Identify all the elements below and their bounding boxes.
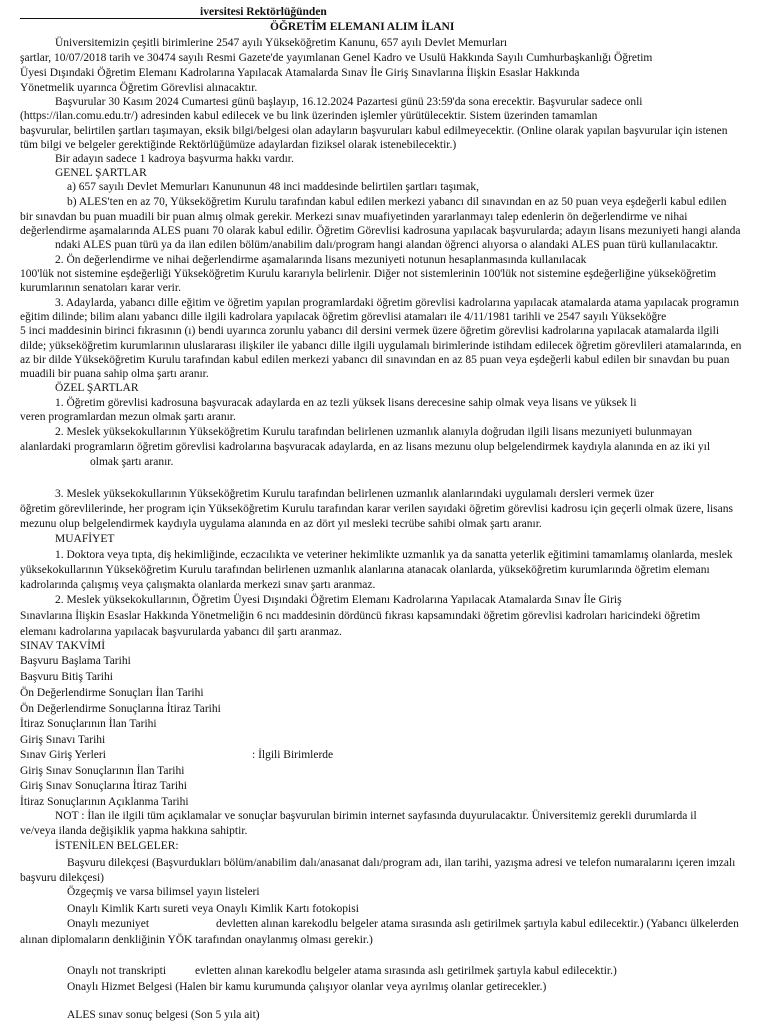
schedule-item-exam-objection: Giriş Sınav Sonuçlarına İtiraz Tarihi — [20, 780, 187, 792]
documents-heading: İSTENİLEN BELGELER: — [55, 840, 179, 852]
document-petition-line-2: başvuru dilekçesi) — [20, 872, 104, 884]
special-heading: ÖZEL ŞARTLAR — [55, 382, 139, 394]
general-b1: b) ALES'ten en az 70, Yükseköğretim Kurulu tarafından kabul edilen merkezi yabancı dil sınavından en az 50 puan veya eşdeğerli kabul edilen — [67, 196, 727, 208]
general-p3d: dilde; yükseköğretim kurumlarının uluslararası ilişkiler ile yabancı dille ilgili uygulamalı birimlerinde istihdam edilecek öğretim görevlileri atamalarında, en — [20, 340, 742, 352]
document-cv: Özgeçmiş ve varsa bilimsel yayın listeleri — [67, 886, 260, 898]
general-p3f: muadili bir puana sahip olma şartı aranır. — [20, 368, 209, 380]
note-line-2: ve/veya ilanda değişiklik yapma hakkına sahiptir. — [20, 825, 248, 837]
schedule-item-exam-date: Giriş Sınavı Tarihi — [20, 734, 106, 746]
rectorate-heading: iversitesi Rektörlüğünden — [200, 6, 327, 18]
application-line-3: başvurular, belirtilen şartları taşımayan, eksik bilgi/belgesi olan adayların başvuruları kabul edilmeyecektir. (Online olarak yapılan başvurular için istenen — [20, 125, 728, 137]
exemption-p1a: 1. Doktora veya tıpta, diş hekimliğinde, eczacılıkta ve veteriner hekimlikte uzmanlık ya da sanatta yeterlik eğitimini tamamlamış olanlarda, meslek — [55, 549, 733, 561]
general-b2: bir sınavdan bu puan muadili bir puan almış olmak gerekir. Merkezi sınav muafiyetinden yararlanmayı talep edenlerin ön değerlendirme ve nihai — [20, 211, 688, 223]
general-p2c: kurumlarının senatoları karar verir. — [20, 282, 181, 294]
schedule-item-preliminary-objection: Ön Değerlendirme Sonuçlarına İtiraz Tarihi — [20, 703, 221, 715]
schedule-item-exam-venue: Sınav Giriş Yerleri — [20, 749, 106, 761]
application-line-4: tüm bilgi ve belgeler gerektiğinde Rektörlüğümüze adaylardan fiziksel olarak istenebilecektir.) — [20, 139, 457, 151]
special-p1b: veren programlardan mezun olmak şartı aranır. — [20, 411, 236, 423]
document-diploma-rest: devletten alınan karekodlu belgeler atama sırasında aslı getirilmek şartıyla kabul edilecektir.) (Yabancı ülkelerden — [216, 918, 739, 930]
special-p3c: mezunu olup belgelendirmek kaydıyla uygulama alanında en az dört yıl mesleki tecrübe sahibi olmak şartı aranır. — [20, 518, 542, 530]
general-p3a: 3. Adaylarda, yabancı dille eğitim ve öğretim yapılan programlardaki öğretim görevlisi kadrolarına yapılacak atamalarda atama yapılacak programın — [55, 297, 739, 309]
exemption-heading: MUAFİYET — [55, 533, 115, 545]
schedule-item-preliminary-results: Ön Değerlendirme Sonuçları İlan Tarihi — [20, 687, 204, 699]
general-p2a: 2. Ön değerlendirme ve nihai değerlendirme aşamalarında lisans mezuniyeti notunun hesaplanmasında kullanılacak — [55, 254, 587, 266]
special-p2a: 2. Meslek yüksekokullarının Yükseköğretim Kurulu tarafından belirlenen uzmanlık alanıyla doğrudan ilgili lisans mezuniyeti bulunmayan — [55, 426, 693, 438]
page-title: ÖĞRETİM ELEMANI ALIM İLANI — [270, 21, 455, 33]
schedule-exam-venue-value: : İlgili Birimlerde — [252, 749, 334, 761]
exemption-p2b: Sınavlarına İlişkin Esaslar Hakkında Yönetmeliğin 6 ncı maddesinin dördüncü fıkrası kapsamındaki öğretim görevlisi kadroları haricindeki öğretim — [20, 610, 701, 622]
intro-line-2: şartlar, 10/07/2018 tarih ve 30474 sayılı Resmi Gazete'de yayımlanan Genel Kadro ve Usulü Hakkında Sayılı Cumhurbaşkanlığı Öğretim — [20, 52, 653, 64]
intro-line-1: Üniversitemizin çeşitli birimlerine 2547 ayılı Yükseköğretim Kanunu, 657 ayılı Devlet Memurları — [55, 37, 508, 49]
application-line-5: Bir adayın sadece 1 kadroya başvurma hakkı vardır. — [55, 153, 294, 165]
special-p3b: öğretim görevlilerinde, her program için Yükseköğretim Kurulu tarafından karar verilen sayıdaki öğretim görevlisi kadrosu için geçerli olmak üzere, lisans — [20, 503, 733, 515]
schedule-item-exam-results: Giriş Sınav Sonuçlarının İlan Tarihi — [20, 765, 185, 777]
document-transcript-label: Onaylı not transkripti — [67, 965, 167, 977]
document-diploma-label: Onaylı mezuniyet — [67, 918, 150, 930]
special-p2b: alanlardaki programların öğretim görevlisi kadrolarına başvuracak adaylarda, en az lisans mezunu olup belgelendirmek kaydıyla alanında en az iki yıl — [20, 441, 711, 453]
general-b4: ndaki ALES puan türü ya da ilan edilen bölüm/anabilim dalı/program hangi alandan öğrenci alıyorsa o alandaki ALES puan türü kullanılacaktır. — [55, 239, 718, 251]
schedule-item-objection-results: İtiraz Sonuçlarının İlan Tarihi — [20, 718, 157, 730]
document-id-card: Onaylı Kimlik Kartı sureti veya Onaylı Kimlik Kartı fotokopisi — [67, 903, 359, 915]
schedule-item-application-end: Başvuru Bitiş Tarihi — [20, 671, 113, 683]
special-p1a: 1. Öğretim görevlisi kadrosuna başvuracak adaylarda en az tezli yüksek lisans derecesine sahip olmak veya lisans ve yüksek li — [55, 397, 637, 409]
schedule-item-objection-announcement: İtiraz Sonuçlarının Açıklanma Tarihi — [20, 796, 189, 808]
exemption-p2c: elemanı kadrolarına yapılacak başvurularda yabancı dil şartı aranmaz. — [20, 626, 342, 638]
general-p3c: 5 inci maddesinin birinci fıkrasının (ı) bendi uyarınca zorunlu yabancı dil dersini vermek üzere öğretim görevlisi kadrolarına yapılacak atamalarda ilgili — [20, 325, 720, 337]
document-ales-result: ALES sınav sonuç belgesi (Son 5 yıla ait) — [67, 1009, 260, 1021]
intro-line-4: Yönetmelik uyarınca Öğretim Görevlisi alınacaktır. — [20, 82, 258, 94]
special-p3a: 3. Meslek yüksekokullarının Yükseköğretim Kurulu tarafından belirlenen uzmanlık alanlarındaki uygulamalı dersleri vermek üzer — [55, 488, 654, 500]
general-b3: değerlendirme aşamalarında ALES puanı 70 olarak kabul edilir. Öğretim Görevlisi kadrosuna yapılacak başvurularda; adayın lisans mezuniyeti hangi alanda — [20, 225, 741, 237]
schedule-item-application-start: Başvuru Başlama Tarihi — [20, 655, 131, 667]
exemption-p1b: yüksekokullarının Yükseköğretim Kurulu tarafından belirlenen uzmanlık alanlarına atanacak olanlarda, yükseköğretim kurumlarında öğretim elemanı — [20, 564, 710, 576]
note-line-1: NOT : İlan ile ilgili tüm açıklamalar ve sonuçlar başvurulan birimin internet sayfasında duyurulacaktır. Üniversitemiz gerekli durumlarda il — [55, 810, 697, 822]
schedule-heading: SINAV TAKVİMİ — [20, 640, 106, 652]
general-p2b: 100'lük not sistemine eşdeğerliği Yükseköğretim Kurulu kararıyla belirlenir. Diğer not sistemlerinin 100'lük not sistemine eşdeğerliğine yükseköğretim — [20, 268, 717, 280]
general-p3b: eğitim dilinde; bilim alanı yabancı dille ilgili kadrolara yapılacak öğretim görevlisi atamaları ile 4/11/1981 tarihli ve 2547 sayılı Yükseköğre — [20, 311, 667, 323]
special-p2c: olmak şartı aranır. — [90, 456, 174, 468]
exemption-p2a: 2. Meslek yüksekokullarının, Öğretim Üyesi Dışındaki Öğretim Elemanı Kadrolarına Yapılacak Atamalarda Sınav İle Giriş — [55, 594, 622, 606]
document-petition-line-1: Başvuru dilekçesi (Başvurdukları bölüm/anabilim dalı/anasanat dalı/program adı, ilan tarihi, yazışma adresi ve telefon numaralarını içeren imzalı — [67, 857, 736, 869]
general-heading: GENEL ŞARTLAR — [55, 167, 147, 179]
general-a: a) 657 sayılı Devlet Memurları Kanununun 48 inci maddesinde belirtilen şartları taşımak, — [67, 181, 479, 193]
general-p3e: az bir dilde Yükseköğretim Kurulu tarafından kabul edilen merkezi yabancı dil sınavından en az 85 puan veya eşdeğerli kabul edilen bir sınavdan bu puan — [20, 354, 730, 366]
exemption-p1c: kadrolarında çalışmış veya çalışmakta olanlarda merkezi sınav şartı aranmaz. — [20, 579, 376, 591]
intro-line-3: Üyesi Dışındaki Öğretim Elemanı Kadrolarına Yapılacak Atamalarda Sınav İle Giriş Sınavlarına İlişkin Esaslar Hakkında — [20, 67, 580, 79]
document-transcript-rest: evletten alınan karekodlu belgeler atama sırasında aslı getirilmek şartıyla kabul edilecektir.) — [195, 965, 617, 977]
application-line-1: Başvurular 30 Kasım 2024 Cumartesi günü başlayıp, 16.12.2024 Pazartesi günü 23:59'da sona erecektir. Başvurular sadece onli — [55, 96, 643, 108]
document-service-certificate: Onaylı Hizmet Belgesi (Halen bir kamu kurumunda çalışıyor olanlar veya ayrılmış olanlar getirecekler.) — [67, 981, 547, 993]
document-diploma-line-2: alınan diplomaların denkliğinin YÖK tarafından onaylanmış olması gerekir.) — [20, 934, 373, 946]
application-line-2: (https://ilan.comu.edu.tr/) adresinden kabul edilecek ve bu link üzerinden işlemler yürütülecektir. Sistem üzerinden tamamlan — [20, 110, 598, 122]
